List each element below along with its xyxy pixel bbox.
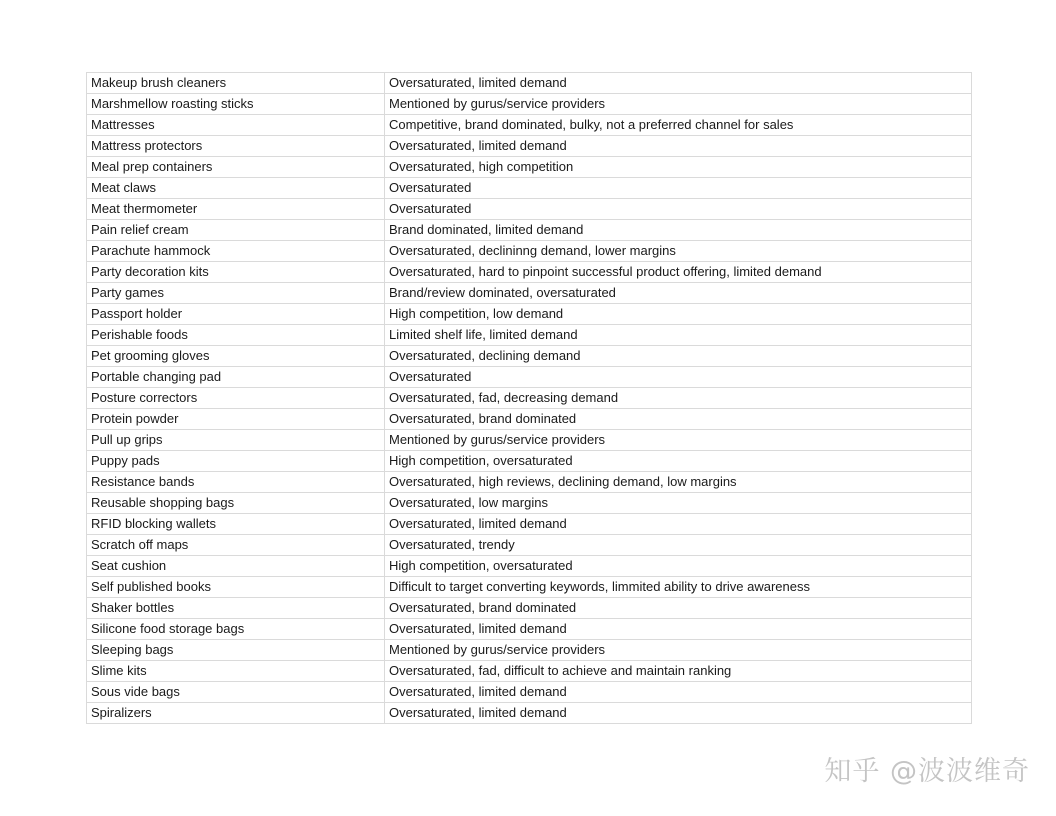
reason-cell: Oversaturated, limited demand: [385, 682, 972, 703]
reason-cell: Oversaturated, low margins: [385, 493, 972, 514]
table-row: [87, 661, 972, 682]
products-table-body: [87, 73, 972, 724]
table-row: [87, 556, 972, 577]
reason-cell: Oversaturated, trendy: [385, 535, 972, 556]
reason-cell: Limited shelf life, limited demand: [385, 325, 972, 346]
product-name-cell: Meal prep containers: [87, 157, 385, 178]
reason-cell: Oversaturated, limited demand: [385, 703, 972, 724]
reason-cell: Oversaturated: [385, 178, 972, 199]
reason-cell: Oversaturated, limited demand: [385, 514, 972, 535]
table-row: [87, 682, 972, 703]
product-name-cell: RFID blocking wallets: [87, 514, 385, 535]
reason-cell: High competition, oversaturated: [385, 556, 972, 577]
reason-cell: Oversaturated, high competition: [385, 157, 972, 178]
product-name-cell: Spiralizers: [87, 703, 385, 724]
table-row: [87, 283, 972, 304]
table-row: [87, 325, 972, 346]
table-row: [87, 451, 972, 472]
product-name-cell: Passport holder: [87, 304, 385, 325]
table-row: [87, 472, 972, 493]
product-name-cell: Scratch off maps: [87, 535, 385, 556]
reason-cell: Oversaturated: [385, 199, 972, 220]
reason-cell: Competitive, brand dominated, bulky, not a preferred channel for sales: [385, 115, 972, 136]
table-row: [87, 220, 972, 241]
product-name-cell: Portable changing pad: [87, 367, 385, 388]
table-row: [87, 409, 972, 430]
product-name-cell: Sleeping bags: [87, 640, 385, 661]
product-name-cell: Posture correctors: [87, 388, 385, 409]
reason-cell: High competition, oversaturated: [385, 451, 972, 472]
table-row: [87, 241, 972, 262]
reason-cell: Brand/review dominated, oversaturated: [385, 283, 972, 304]
product-name-cell: Pain relief cream: [87, 220, 385, 241]
reason-cell: Oversaturated: [385, 367, 972, 388]
reason-cell: Oversaturated, high reviews, declining demand, low margins: [385, 472, 972, 493]
reason-cell: Mentioned by gurus/service providers: [385, 94, 972, 115]
product-name-cell: Puppy pads: [87, 451, 385, 472]
product-name-cell: Resistance bands: [87, 472, 385, 493]
reason-cell: Oversaturated, fad, difficult to achieve and maintain ranking: [385, 661, 972, 682]
product-name-cell: Pet grooming gloves: [87, 346, 385, 367]
table-row: [87, 514, 972, 535]
product-name-cell: Parachute hammock: [87, 241, 385, 262]
table-row: [87, 598, 972, 619]
table-row: [87, 157, 972, 178]
product-name-cell: Meat thermometer: [87, 199, 385, 220]
reason-cell: Brand dominated, limited demand: [385, 220, 972, 241]
products-table: [86, 72, 972, 724]
table-row: [87, 388, 972, 409]
product-name-cell: Seat cushion: [87, 556, 385, 577]
reason-cell: Oversaturated, fad, decreasing demand: [385, 388, 972, 409]
product-name-cell: Sous vide bags: [87, 682, 385, 703]
reason-cell: Oversaturated, brand dominated: [385, 409, 972, 430]
table-row: [87, 493, 972, 514]
table-row: [87, 619, 972, 640]
table-row: [87, 346, 972, 367]
product-name-cell: Meat claws: [87, 178, 385, 199]
product-name-cell: Mattresses: [87, 115, 385, 136]
table-row: [87, 367, 972, 388]
table-row: [87, 304, 972, 325]
table-row: [87, 178, 972, 199]
reason-cell: High competition, low demand: [385, 304, 972, 325]
reason-cell: Oversaturated, limited demand: [385, 73, 972, 94]
table-row: [87, 703, 972, 724]
product-name-cell: Reusable shopping bags: [87, 493, 385, 514]
product-name-cell: Party decoration kits: [87, 262, 385, 283]
table-row: [87, 640, 972, 661]
product-name-cell: Pull up grips: [87, 430, 385, 451]
reason-cell: Oversaturated, limited demand: [385, 619, 972, 640]
watermark: 知乎 @波波维奇: [824, 756, 1030, 787]
reason-cell: Oversaturated, hard to pinpoint successful product offering, limited demand: [385, 262, 972, 283]
product-name-cell: Shaker bottles: [87, 598, 385, 619]
reason-cell: Mentioned by gurus/service providers: [385, 640, 972, 661]
product-name-cell: Slime kits: [87, 661, 385, 682]
product-name-cell: Party games: [87, 283, 385, 304]
reason-cell: Oversaturated, limited demand: [385, 136, 972, 157]
product-name-cell: Mattress protectors: [87, 136, 385, 157]
reason-cell: Difficult to target converting keywords, limmited ability to drive awareness: [385, 577, 972, 598]
table-row: [87, 262, 972, 283]
table-row: [87, 430, 972, 451]
product-name-cell: Self published books: [87, 577, 385, 598]
reason-cell: Mentioned by gurus/service providers: [385, 430, 972, 451]
table-row: [87, 199, 972, 220]
product-name-cell: Protein powder: [87, 409, 385, 430]
reason-cell: Oversaturated, declining demand: [385, 346, 972, 367]
table-row: [87, 535, 972, 556]
table-row: [87, 73, 972, 94]
product-name-cell: Silicone food storage bags: [87, 619, 385, 640]
table-row: [87, 115, 972, 136]
product-name-cell: Marshmellow roasting sticks: [87, 94, 385, 115]
table-row: [87, 94, 972, 115]
table-row: [87, 136, 972, 157]
reason-cell: Oversaturated, brand dominated: [385, 598, 972, 619]
product-name-cell: Makeup brush cleaners: [87, 73, 385, 94]
reason-cell: Oversaturated, declininng demand, lower margins: [385, 241, 972, 262]
product-name-cell: Perishable foods: [87, 325, 385, 346]
table-row: [87, 577, 972, 598]
